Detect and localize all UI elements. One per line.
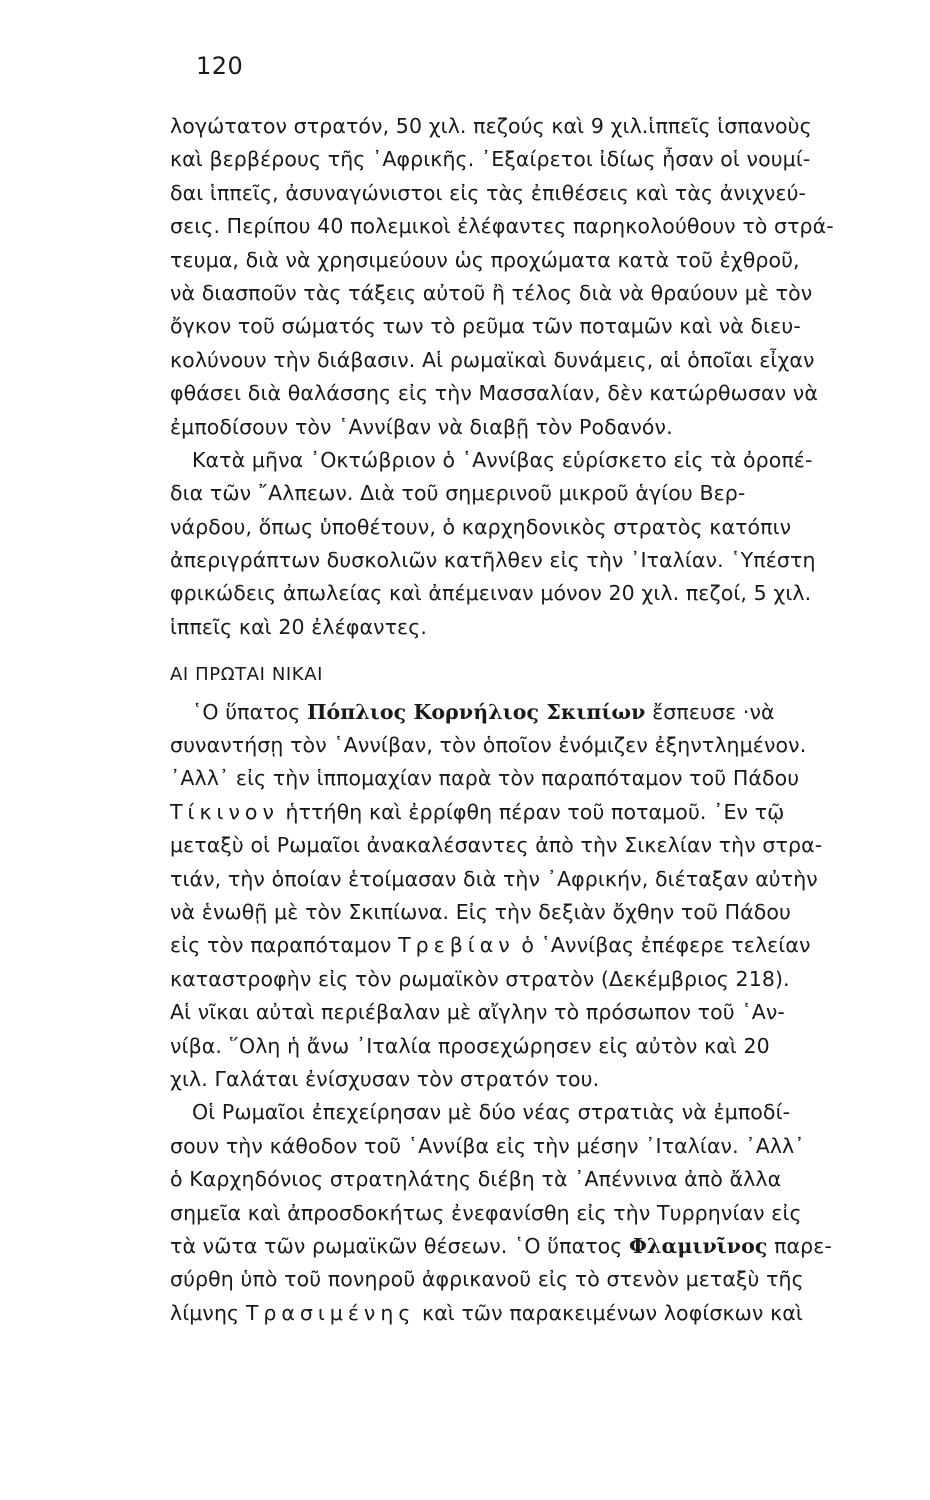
text-line: φθάσει διὰ θαλάσσης εἰς τὴν Μασσαλίαν, δὲν κατώρθωσαν νὰ — [170, 381, 818, 406]
text-line: ἀπεριγράπτων δυσκολιῶν κατῆλθεν εἰς τὴν ᾿Ιταλίαν. ῾Υπέστη — [170, 548, 816, 573]
text-line: Αἱ νῖκαι αὐταὶ περιέβαλαν μὲ αἴγλην τὸ πρόσωπον τοῦ ῾Αν- — [170, 1000, 785, 1025]
text-line: δια τῶν ῎Αλπεων. Διὰ τοῦ σημερινοῦ μικροῦ ἁγίου Βερ- — [170, 481, 746, 506]
paragraph-2 — [170, 444, 910, 644]
text-fragment: παρε- — [767, 1233, 832, 1258]
section-heading: ΑΙ ΠΡΩΤΑΙ ΝΙΚΑΙ — [170, 664, 324, 686]
text-line: Οἱ Ρωμαῖοι ἐπεχείρησαν μὲ δύο νέας στρατιὰς νὰ ἐμποδί- — [192, 1100, 791, 1125]
spacer — [170, 644, 910, 658]
river-name: Τίκινον — [170, 799, 279, 824]
paragraph-3 — [170, 696, 910, 1097]
person-name: Φλαμινῖνος — [629, 1233, 768, 1258]
text-line: τιάν, τὴν ὁποίαν ἑτοίμασαν διὰ τὴν ᾿Αφρικήν, διέταξαν αὐτὴν — [170, 866, 818, 891]
text-line: μεταξὺ οἱ Ρωμαῖοι ἀνακαλέσαντες ἀπὸ τὴν Σικελίαν τὴν στρα- — [170, 833, 823, 858]
text-line — [170, 796, 910, 829]
text-line: νάρδου, ὅπως ὑποθέτουν, ὁ καρχηδονικὸς στρατὸς κατόπιν — [170, 514, 792, 539]
paragraph-4 — [170, 1096, 910, 1330]
text-line: ὁ Καρχηδόνιος στρατηλάτης διέβη τὰ ᾿Απέννινα ἀπὸ ἄλλα — [170, 1167, 782, 1192]
text-line: Κατὰ μῆνα ᾿Οκτώβριον ὁ ῾Αννίβας εὑρίσκετο εἰς τὰ ὀροπέ- — [192, 447, 813, 472]
text-line: σουν τὴν κάθοδον τοῦ ῾Αννίβα εἰς τὴν μέσην ᾿Ιταλίαν. ᾿Αλλ᾿ — [170, 1133, 805, 1158]
text-line: ἐμποδίσουν τὸν ῾Αννίβαν νὰ διαβῇ τὸν Ροδανόν. — [170, 414, 673, 439]
text-fragment: εἰς τὸν παραπόταμον — [170, 933, 399, 958]
text-line — [170, 1297, 910, 1330]
text-fragment: ἔσπευσε ·νὰ — [645, 699, 775, 724]
text-line: τευμα, διὰ νὰ χρησιμεύουν ὡς προχώματα κατὰ τοῦ ἐχθροῦ, — [170, 247, 800, 272]
text-fragment: ῾Ο ὕπατος — [192, 699, 308, 724]
text-line: ἱππεῖς καὶ 20 ἐλέφαντες. — [170, 614, 427, 639]
text-line — [170, 696, 910, 729]
lake-name: Τρασιμένης — [245, 1300, 416, 1325]
text-line: δαι ἱππεῖς, ἀσυναγώνιστοι εἰς τὰς ἐπιθέσεις καὶ τὰς ἀνιχνεύ- — [170, 180, 807, 205]
text-fragment: λίμνης — [170, 1300, 246, 1325]
text-line: καὶ βερβέρους τῆς ᾿Αφρικῆς. ᾿Εξαίρετοι ἰδίως ἦσαν οἱ νουμί- — [170, 147, 811, 172]
river-name: Τρεβίαν — [398, 933, 515, 958]
text-line: νίβα. ῞Ολη ἡ ἄνω ᾿Ιταλία προσεχώρησεν εἰς αὐτὸν καὶ 20 — [170, 1033, 770, 1058]
text-line: ᾿Αλλ᾿ εἰς τὴν ἱππομαχίαν παρὰ τὸν παραπόταμον τοῦ Πάδου — [170, 766, 800, 791]
text-line: χιλ. Γαλάται ἐνίσχυσαν τὸν στρατόν του. — [170, 1066, 600, 1091]
text-line: ὄγκον τοῦ σώματός των τὸ ρεῦμα τῶν ποταμῶν καὶ νὰ διευ- — [170, 314, 801, 339]
text-line: νὰ διασποῦν τὰς τάξεις αὐτοῦ ἢ τέλος διὰ νὰ θραύουν μὲ τὸν — [170, 280, 813, 305]
text-line: σημεῖα καὶ ἀπροσδοκήτως ἐνεφανίσθη εἰς τὴν Τυρρηνίαν εἰς — [170, 1200, 802, 1225]
text-line: φρικώδεις ἀπωλείας καὶ ἀπέμειναν μόνον 20 χιλ. πεζοί, 5 χιλ. — [170, 581, 812, 606]
page-number: 120 — [196, 52, 244, 80]
text-line: σύρθη ὑπὸ τοῦ πονηροῦ ἀφρικανοῦ εἰς τὸ στενὸν μεταξὺ τῆς — [170, 1267, 804, 1292]
text-line: συναντήσῃ τὸν ῾Αννίβαν, τὸν ὁποῖον ἐνόμιζεν ἐξηντλημένον. — [170, 733, 807, 758]
text-fragment: ἡττήθη καὶ ἐρρίφθη πέραν τοῦ ποταμοῦ. ᾿Εν τῷ — [278, 799, 785, 824]
text-line: λογώτατον στρατόν, 50 χιλ. πεζούς καὶ 9 χιλ.ἱππεῖς ἱσπανοὺς — [170, 114, 812, 138]
text-fragment: ὁ ῾Αννίβας ἐπέφερε τελείαν — [514, 933, 811, 958]
text-line: νὰ ἑνωθῇ μὲ τὸν Σκιπίωνα. Εἰς τὴν δεξιὰν ὄχθην τοῦ Πάδου — [170, 899, 791, 924]
text-block — [170, 110, 910, 1330]
text-line — [170, 929, 910, 962]
text-line: σεις. Περίπου 40 πολεμικοὶ ἐλέφαντες παρηκολούθουν τὸ στρά- — [170, 214, 834, 239]
text-line: καταστροφὴν εἰς τὸν ρωμαϊκὸν στρατὸν (Δεκέμβριος 218). — [170, 966, 790, 991]
text-fragment: καὶ τῶν παρακειμένων λοφίσκων καὶ — [415, 1300, 803, 1325]
paragraph-1 — [170, 110, 910, 444]
text-line — [170, 1230, 910, 1263]
text-fragment: τὰ νῶτα τῶν ρωμαϊκῶν θέσεων. ῾Ο ὕπατος — [170, 1233, 630, 1258]
person-name: Πόπλιος Κορνήλιος Σκιπίων — [307, 699, 646, 724]
text-line: κολύνουν τὴν διάβασιν. Αἱ ρωμαϊκαὶ δυνάμεις, αἱ ὁποῖαι εἶχαν — [170, 347, 815, 372]
